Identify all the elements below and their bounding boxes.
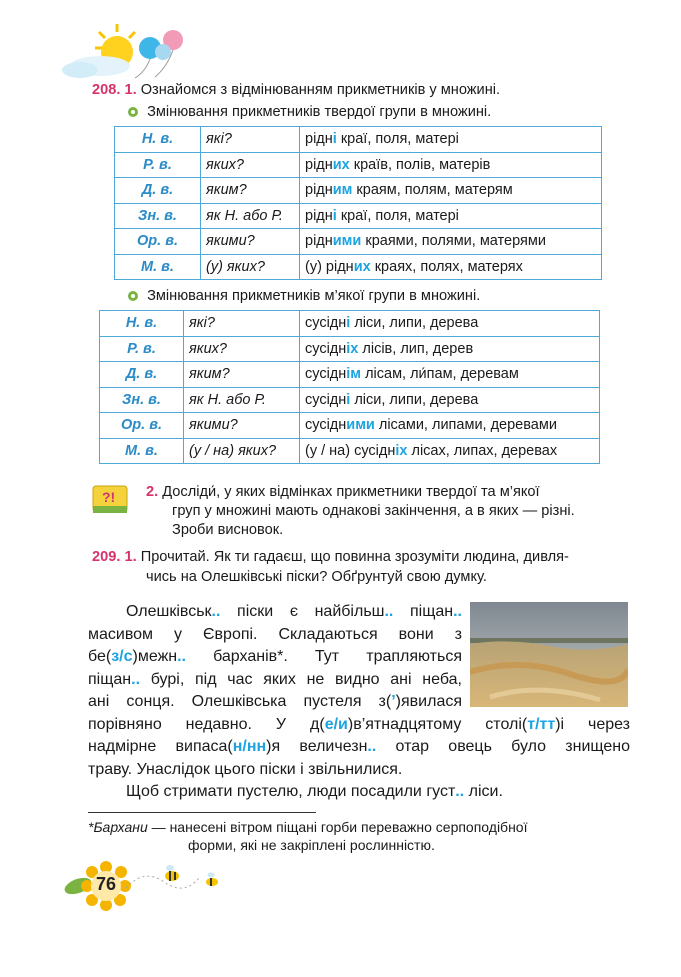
- ending: і: [346, 391, 351, 408]
- case-cell: Д. в.: [100, 362, 184, 388]
- text-line: Олешківськ.. піски є найбільш.. піщан..: [126, 603, 462, 620]
- table-row: [100, 362, 600, 388]
- exercise-209-task1-cont: чись на Олешківські піски? Обґрунтуй свою думку.: [146, 569, 487, 585]
- question-cell: як Н. або Р.: [184, 387, 300, 413]
- example-cell: сусідні ліси, липи, дерева: [300, 311, 600, 337]
- bullet-icon: [128, 291, 138, 301]
- task-number: 1.: [124, 82, 137, 98]
- table-row: [100, 413, 600, 439]
- text-line: піщан.. бурі, під час яких не видно ані неба,: [88, 670, 462, 688]
- text-line: бе(з/с)межн.. барханів*. Тут трапляються: [88, 648, 462, 665]
- text-line: порівняно недавно. У д(е/и)в’ятнадцятому столі(т/тт)і через: [88, 715, 631, 733]
- hard-group-table: [114, 126, 602, 280]
- ending: і: [332, 207, 337, 224]
- ending: им: [332, 182, 353, 199]
- case-cell: Н. в.: [115, 127, 201, 153]
- case-cell: Зн. в.: [115, 203, 201, 229]
- case-cell: М. в.: [115, 254, 201, 280]
- case-cell: Ор. в.: [115, 229, 201, 255]
- question-cell: які?: [201, 127, 300, 153]
- exercise-209-task1: 209. 1. Прочитай. Як ти гадаєш, що повинна зрозуміти людина, дивля-: [92, 549, 569, 565]
- example-cell: рідні краї, поля, матері: [300, 203, 602, 229]
- svg-text:?!: ?!: [102, 489, 116, 505]
- ending: іх: [346, 340, 359, 357]
- bullet-icon: [128, 107, 138, 117]
- table-row: [115, 152, 602, 178]
- example-cell: сусідніх лісів, лип, дерев: [300, 336, 600, 362]
- sun-balloons-decoration: [55, 22, 195, 82]
- case-cell: Н. в.: [100, 311, 184, 337]
- question-cell: яким?: [184, 362, 300, 388]
- example-cell: рідні краї, поля, матері: [300, 127, 602, 153]
- ending: ім: [346, 366, 362, 383]
- page-decoration: [64, 858, 229, 913]
- case-cell: Р. в.: [115, 152, 201, 178]
- case-cell: Ор. в.: [100, 413, 184, 439]
- table-row: [100, 438, 600, 464]
- exercise-208-task2: 2. Досліди́, у яких відмінках прикметники твердої та м’якої груп у множині мають однакові закінчення, а в яких — різні. Зроби висновок.: [146, 484, 575, 538]
- table-row: [115, 127, 602, 153]
- question-cell: яких?: [184, 336, 300, 362]
- question-book-icon: [90, 478, 132, 518]
- text-line: траву. Унаслідок цього піски і звільнилися.: [88, 760, 403, 778]
- ending: ими: [332, 233, 362, 250]
- ending: их: [332, 156, 350, 173]
- table-row: [115, 254, 602, 280]
- page-number: 76: [95, 874, 117, 894]
- table-row: [100, 311, 600, 337]
- example-cell: рідних країв, полів, матерів: [300, 152, 602, 178]
- ending: их: [353, 258, 371, 275]
- text-line: надмірне випаса(н/нн)я величезн.. отар овець було знищено: [88, 738, 630, 755]
- case-cell: М. в.: [100, 438, 184, 464]
- exercise-number: 208.: [92, 82, 121, 98]
- hard-group-heading: Змінювання прикметників твердої групи в множині.: [128, 103, 491, 121]
- table-row: [100, 336, 600, 362]
- example-cell: рідними краями, полями, матерями: [300, 229, 602, 255]
- case-cell: Зн. в.: [100, 387, 184, 413]
- text-line: масивом у Європі. Складаються вони з: [88, 625, 462, 643]
- table-row: [115, 229, 602, 255]
- table-row: [115, 203, 602, 229]
- footnote: *Бархани — нанесені вітром піщані горби переважно серпоподібної форми, які не закріплені рослинністю.: [88, 819, 528, 853]
- question-cell: якими?: [184, 413, 300, 439]
- example-cell: сусідні ліси, липи, дерева: [300, 387, 600, 413]
- question-cell: якими?: [201, 229, 300, 255]
- question-cell: яким?: [201, 178, 300, 204]
- example-cell: (у) рідних краях, полях, матерях: [300, 254, 602, 280]
- ending: ими: [346, 417, 375, 434]
- example-cell: сусідними лісами, липами, деревами: [300, 413, 600, 439]
- soft-group-heading: Змінювання прикметників м’якої групи в множині.: [128, 287, 480, 305]
- ending: і: [346, 315, 351, 332]
- reading-text: [88, 601, 630, 804]
- task-text: Ознайомся з відмінюванням прикметників у множині.: [140, 82, 501, 98]
- ending: і: [332, 131, 337, 148]
- example-cell: (у / на) сусідніх лісах, липах, деревах: [300, 438, 600, 464]
- text-line: Щоб стримати пустелю, люди посадили густ.. ліси.: [126, 783, 503, 800]
- question-cell: яких?: [201, 152, 300, 178]
- example-cell: сусіднім лісам, ли́пам, деревам: [300, 362, 600, 388]
- exercise-208-task1: [92, 81, 500, 99]
- soft-group-table: [99, 310, 600, 464]
- case-cell: Д. в.: [115, 178, 201, 204]
- example-cell: рідним краям, полям, матерям: [300, 178, 602, 204]
- question-cell: (у / на) яких?: [184, 438, 300, 464]
- question-cell: (у) яких?: [201, 254, 300, 280]
- text-line: ані сонця. Олешківська пустеля з(’)явилася: [88, 693, 462, 710]
- case-cell: Р. в.: [100, 336, 184, 362]
- table-row: [115, 178, 602, 204]
- table-row: [100, 387, 600, 413]
- ending: іх: [395, 442, 408, 459]
- footnote-divider: [88, 812, 316, 813]
- question-cell: як Н. або Р.: [201, 203, 300, 229]
- question-cell: які?: [184, 311, 300, 337]
